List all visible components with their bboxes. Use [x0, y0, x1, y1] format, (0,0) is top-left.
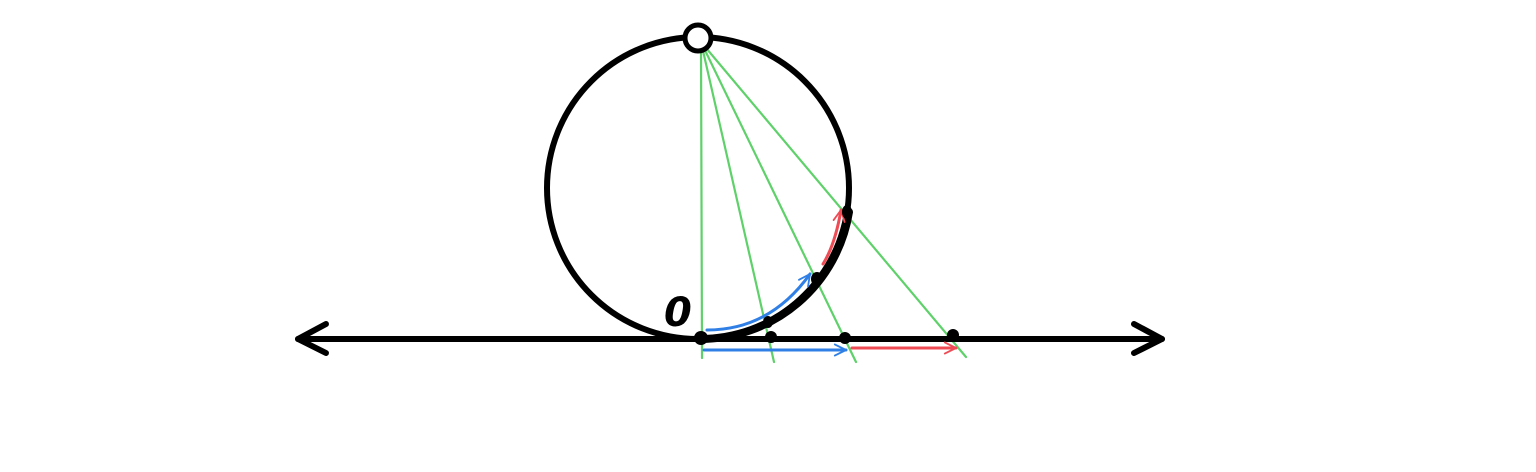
projection-line-2 — [701, 42, 774, 362]
projection-line-vertical — [701, 42, 702, 358]
circle-point-2 — [811, 272, 823, 286]
line-point-1 — [765, 331, 777, 343]
highlighted-arc — [700, 212, 849, 339]
circle-point-1 — [763, 316, 773, 328]
line-point-origin — [694, 331, 708, 345]
line-point-3 — [947, 329, 959, 341]
projection-line-4 — [701, 42, 966, 357]
origin-label: 0 — [664, 290, 692, 336]
projection-lines — [701, 42, 966, 362]
line-point-2 — [839, 332, 851, 344]
north-pole-point — [685, 25, 711, 51]
circle-point-3 — [842, 205, 852, 219]
